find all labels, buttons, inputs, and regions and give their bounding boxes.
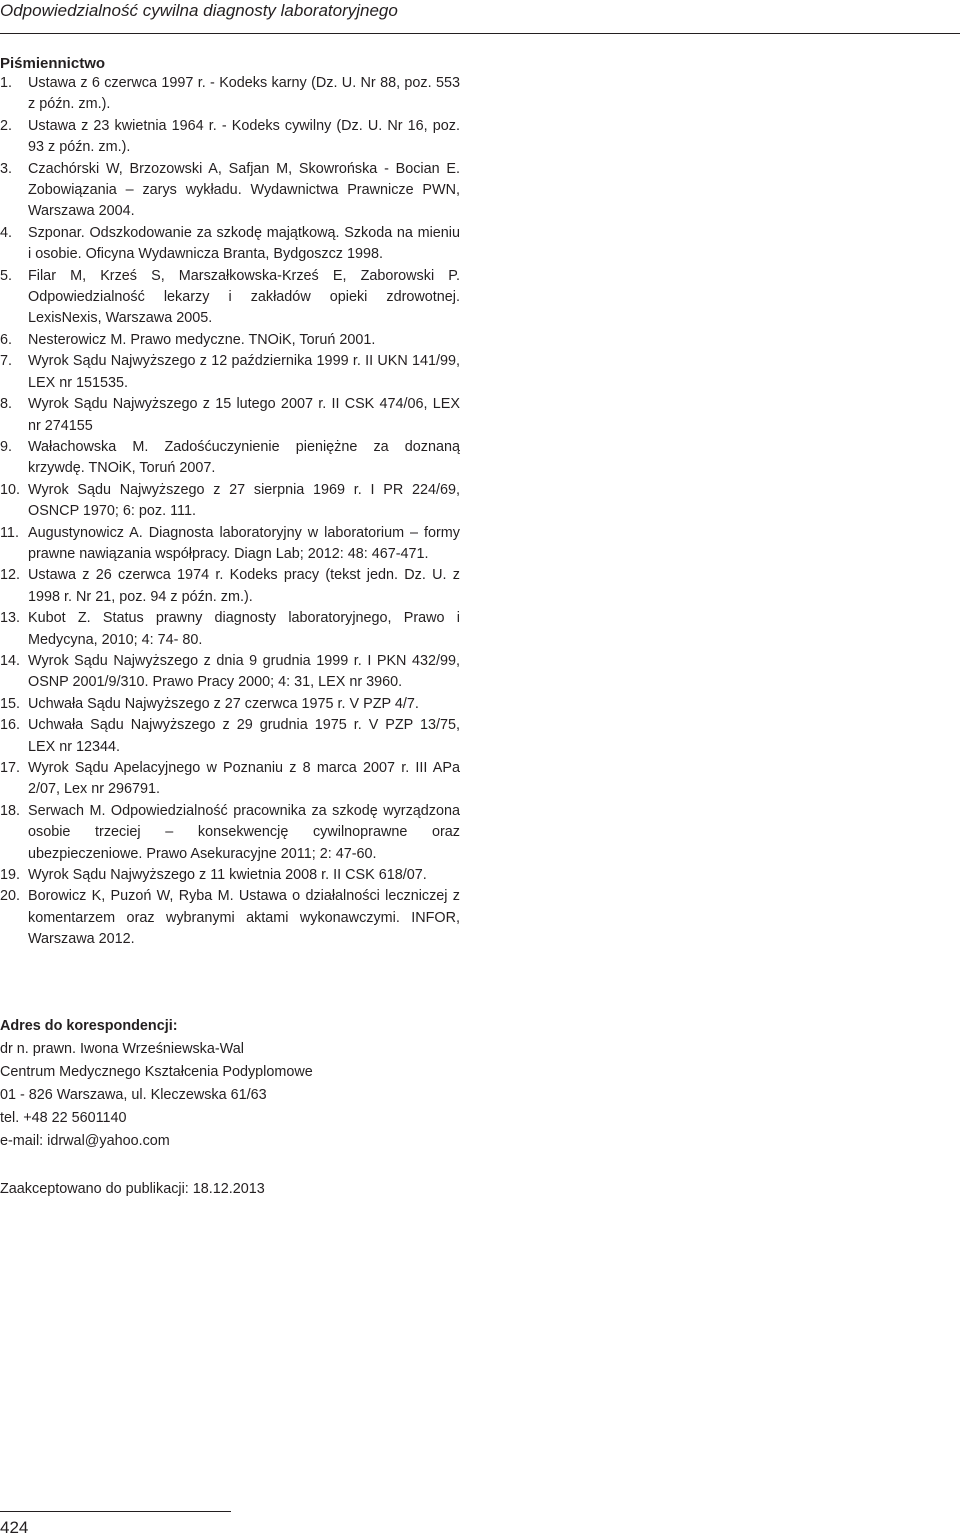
page-number: 424 bbox=[0, 1518, 29, 1537]
reference-text: Nesterowicz M. Prawo medyczne. TNOiK, Toruń 2001. bbox=[28, 331, 376, 348]
reference-number: 7. bbox=[0, 353, 13, 370]
reference-item bbox=[0, 565, 460, 608]
reference-text: Borowicz K, Puzoń W, Ryba M. Ustawa o działalności leczniczej z komentarzem oraz wybranymi aktami wykonawczymi. INFOR, Warszawa 2012. bbox=[28, 888, 460, 948]
reference-text: Szponar. Odszkodowanie za szkodę majątkową. Szkoda na mieniu i osobie. Oficyna Wydawnicza Branta, Bydgoszcz 1998. bbox=[28, 224, 460, 263]
reference-text: Wyrok Sądu Najwyższego z 27 sierpnia 1969 r. I PR 224/69, OSNCP 1970; 6: poz. 111. bbox=[28, 481, 460, 520]
reference-number: 15. bbox=[0, 695, 21, 712]
reference-number: 2. bbox=[0, 117, 13, 134]
reference-text: Kubot Z. Status prawny diagnosty laboratoryjnego, Prawo i Medycyna, 2010; 4: 74- 80. bbox=[28, 610, 460, 648]
reference-text: Czachórski W, Brzozowski A, Safjan M, Skowrońska - Bocian E. Zobowiązania – zarys wykładu. Wydawnictwa Prawnicze PWN, Warszawa 2004. bbox=[28, 160, 460, 220]
reference-item bbox=[0, 608, 460, 651]
reference-number: 20. bbox=[0, 888, 21, 905]
reference-text: Wałachowska M. Zadośćuczynienie pieniężne za doznaną krzywdę. TNOiK, Toruń 2007. bbox=[28, 438, 460, 477]
reference-item bbox=[0, 694, 460, 715]
reference-item bbox=[0, 437, 460, 480]
correspondence-label: Adres do korespondencji: bbox=[0, 1018, 178, 1034]
reference-item bbox=[0, 480, 460, 523]
reference-item bbox=[0, 73, 460, 116]
reference-text: Wyrok Sądu Najwyższego z 11 kwietnia 2008 r. II CSK 618/07. bbox=[28, 867, 427, 884]
accepted-date: Zaakceptowano do publikacji: 18.12.2013 bbox=[0, 1181, 265, 1197]
reference-number: 1. bbox=[0, 75, 13, 91]
author-email: e-mail: idrwal@yahoo.com bbox=[0, 1133, 170, 1149]
reference-item bbox=[0, 223, 460, 266]
reference-item bbox=[0, 159, 460, 223]
reference-item bbox=[0, 758, 460, 801]
reference-number: 16. bbox=[0, 717, 21, 734]
reference-item bbox=[0, 801, 460, 865]
reference-number: 19. bbox=[0, 867, 21, 884]
reference-text: Filar M, Krześ S, Marszałkowska-Krześ E, Zaborowski P. Odpowiedzialność lekarzy i zakładów opieki zdrowotnej. LexisNexis, Warszawa 2005. bbox=[28, 267, 460, 327]
reference-number: 6. bbox=[0, 331, 13, 348]
reference-number: 12. bbox=[0, 567, 21, 584]
reference-number: 13. bbox=[0, 610, 21, 627]
reference-item bbox=[0, 330, 460, 351]
reference-text: Wyrok Sądu Najwyższego z 12 października 1999 r. II UKN 141/99, LEX nr 151535. bbox=[28, 353, 460, 391]
correspondence-block bbox=[0, 1015, 313, 1153]
reference-number: 8. bbox=[0, 396, 13, 413]
reference-number: 11. bbox=[0, 524, 19, 541]
reference-number: 9. bbox=[0, 438, 13, 455]
reference-text: Serwach M. Odpowiedzialność pracownika za szkodę wyrządzona osobie trzeciej – konsekwencję cywilnoprawne oraz ubezpieczeniowe. Prawo Asekuracyjne 2011; 2: 47-60. bbox=[28, 802, 460, 862]
reference-number: 14. bbox=[0, 652, 21, 669]
reference-item bbox=[0, 266, 460, 330]
reference-item bbox=[0, 651, 460, 694]
reference-text: Augustynowicz A. Diagnosta laboratoryjny w laboratorium – formy prawne nawiązania współpracy. Diagn Lab; 2012: 48: 467-471. bbox=[28, 524, 460, 562]
reference-text: Ustawa z 23 kwietnia 1964 r. - Kodeks cywilny (Dz. U. Nr 16, poz. 93 z późn. zm.). bbox=[28, 117, 460, 156]
reference-item bbox=[0, 351, 460, 394]
running-header-title: Odpowiedzialność cywilna diagnosty laboratoryjnego bbox=[0, 1, 398, 20]
reference-number: 18. bbox=[0, 802, 21, 819]
reference-text: Ustawa z 26 czerwca 1974 r. Kodeks pracy (tekst jedn. Dz. U. z 1998 r. Nr 21, poz. 94 z późn. zm.). bbox=[28, 567, 460, 605]
references-list bbox=[0, 73, 460, 951]
reference-item bbox=[0, 394, 460, 437]
reference-item bbox=[0, 715, 460, 758]
reference-number: 10. bbox=[0, 481, 21, 498]
reference-number: 5. bbox=[0, 267, 13, 284]
reference-text: Ustawa z 6 czerwca 1997 r. - Kodeks karny (Dz. U. Nr 88, poz. 553 z późn. zm.). bbox=[28, 75, 460, 113]
footer-divider bbox=[0, 1511, 231, 1512]
references-heading: Piśmiennictwo bbox=[0, 55, 106, 72]
reference-text: Uchwała Sądu Najwyższego z 27 czerwca 1975 r. V PZP 4/7. bbox=[28, 695, 419, 712]
reference-text: Wyrok Sądu Najwyższego z dnia 9 grudnia 1999 r. I PKN 432/99, OSNP 2001/9/310. Prawo Pracy 2000; 4: 31, LEX nr 3960. bbox=[28, 652, 460, 691]
author-address: 01 - 826 Warszawa, ul. Kleczewska 61/63 bbox=[0, 1087, 267, 1103]
reference-text: Uchwała Sądu Najwyższego z 29 grudnia 1975 r. V PZP 13/75, LEX nr 12344. bbox=[28, 717, 460, 755]
author-institution: Centrum Medycznego Kształcenia Podyplomowe bbox=[0, 1064, 313, 1080]
author-name: dr n. prawn. Iwona Wrześniewska-Wal bbox=[0, 1041, 244, 1057]
reference-text: Wyrok Sądu Apelacyjnego w Poznaniu z 8 marca 2007 r. III APa 2/07, Lex nr 296791. bbox=[28, 760, 460, 798]
reference-text: Wyrok Sądu Najwyższego z 15 lutego 2007 r. II CSK 474/06, LEX nr 274155 bbox=[28, 396, 460, 434]
reference-item bbox=[0, 116, 460, 159]
reference-item bbox=[0, 523, 460, 566]
reference-number: 3. bbox=[0, 160, 13, 177]
reference-number: 4. bbox=[0, 224, 13, 241]
reference-number: 17. bbox=[0, 760, 21, 776]
reference-item bbox=[0, 865, 460, 886]
author-phone: tel. +48 22 5601140 bbox=[0, 1110, 127, 1126]
header-divider bbox=[0, 33, 960, 34]
reference-item bbox=[0, 886, 460, 950]
